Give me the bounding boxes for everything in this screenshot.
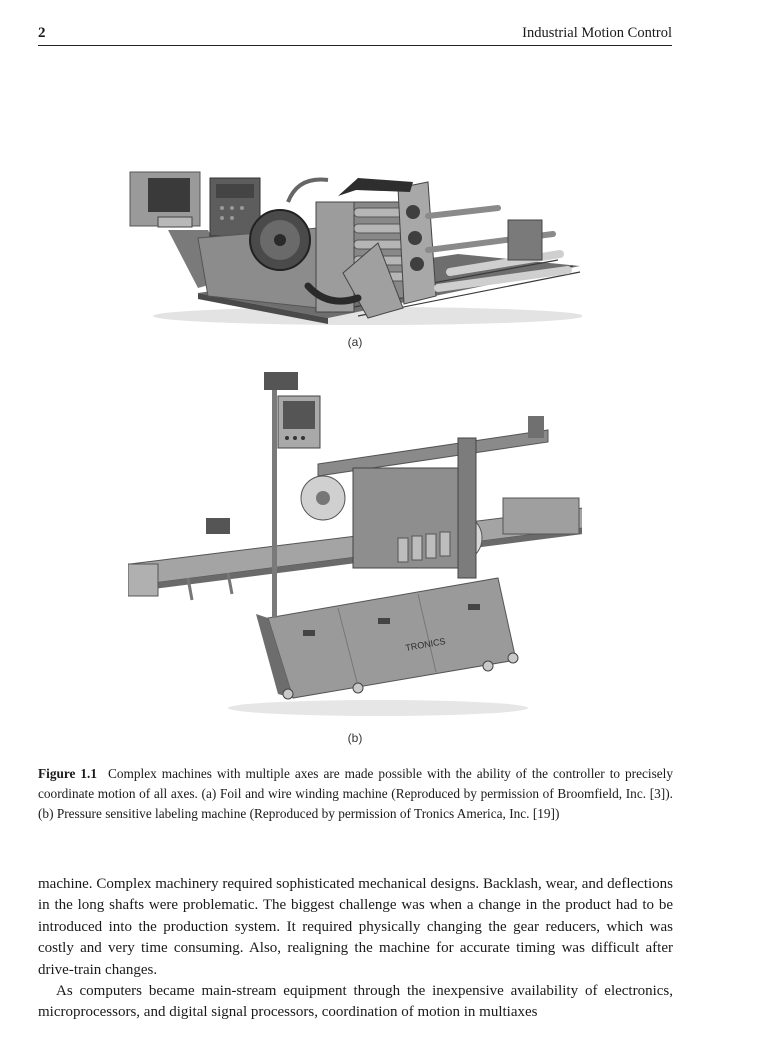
body-paragraph-2: As computers became main-stream equipment through the inexpensive availability of electronics, microprocessors, and digital signal processors, coordination of motion in multiaxes [38,983,673,1021]
winding-machine-illustration [128,168,582,326]
labeling-machine-illustration [128,368,582,720]
figure-panel-label-b: (b) [347,731,363,745]
page-number: 2 [38,25,46,41]
figure-caption [38,764,673,824]
page-header [38,24,672,46]
running-title: Industrial Motion Control [522,25,672,41]
figure-panel-label-a: (a) [347,335,363,349]
body-paragraph-1: machine. Complex machinery required sophisticated mechanical designs. Backlash, wear, and deflections in the long shafts were problematic. The biggest challenge was when a change in the product had to be introduced into the production system. It required physically changing the gear reducers, which was costly and very time consuming. Also, realigning the machine for accurate timing was difficult after drive-train changes. [38,876,673,978]
body-text [38,874,673,1024]
figure-caption-id: Figure 1.1 [38,766,98,781]
tronics-brand-mark: TRONICS [404,636,447,653]
figure-caption-text: Complex machines with multiple axes are made possible with the ability of the controller to precisely coordinate motion of all axes. (a) Foil and wire winding machine (Reproduced by permission of Broomfield, Inc. [3]). (b) Pressure sensitive labeling machine (Reproduced by permission of Tronics America, Inc. [19]) [38,766,674,821]
figure-b-labeling-machine [128,368,582,720]
figure-a-winding-machine [128,168,582,326]
